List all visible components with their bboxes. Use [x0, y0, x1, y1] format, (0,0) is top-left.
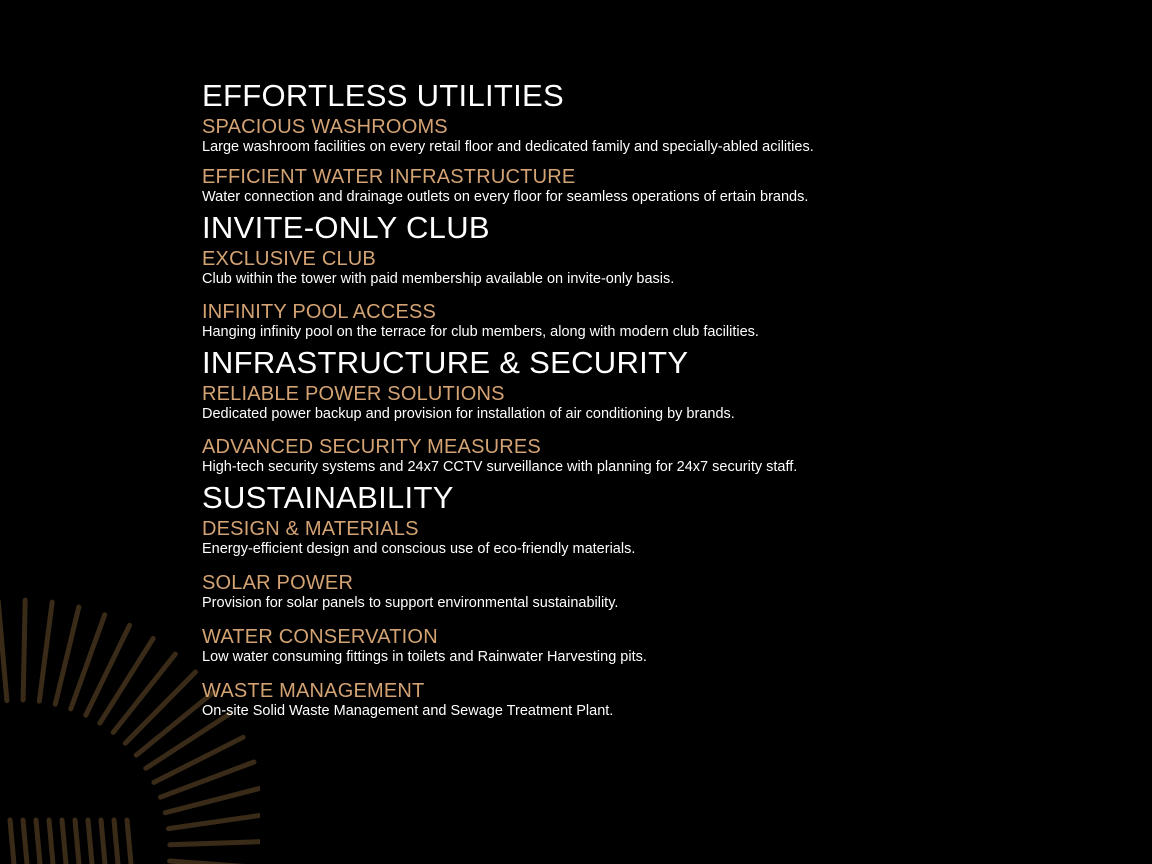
decor-stroke — [114, 820, 118, 864]
feature-item — [202, 301, 1102, 341]
feature-item — [202, 436, 1102, 476]
feature-title: EFFICIENT WATER INFRASTRUCTURE — [202, 166, 576, 188]
decor-ray — [146, 714, 230, 769]
feature-title: SOLAR POWER — [202, 572, 354, 594]
feature-title: SPACIOUS WASHROOMS — [202, 116, 448, 138]
feature-title: WATER CONSERVATION — [202, 626, 438, 648]
decor-ray — [86, 625, 130, 715]
section-title: SUSTAINABILITY — [202, 480, 454, 515]
decor-ray — [154, 737, 243, 782]
section-sustainability — [202, 480, 1102, 720]
decor-ray — [169, 814, 261, 828]
feature-item — [202, 383, 1102, 423]
decor-stroke — [36, 820, 40, 864]
decor-ray — [100, 639, 153, 724]
feature-description: On-site Solid Waste Management and Sewage Treatment Plant. — [202, 703, 614, 719]
decor-stroke — [75, 820, 79, 864]
section-invite-only-club — [202, 210, 1102, 341]
feature-item — [202, 572, 1102, 612]
decor-ray — [23, 600, 25, 700]
feature-description: Club within the tower with paid membership available on invite-only basis. — [202, 271, 675, 287]
feature-item — [202, 518, 1102, 558]
feature-title: INFINITY POOL ACCESS — [202, 301, 437, 323]
feature-item — [202, 626, 1102, 666]
decor-ray — [39, 602, 52, 701]
section-title: INFRASTRUCTURE & SECURITY — [202, 345, 689, 380]
feature-description: Water connection and drainage outlets on every floor for seamless operations of ertain brands. — [202, 189, 809, 205]
section-title: INVITE-ONLY CLUB — [202, 210, 490, 245]
feature-item — [202, 248, 1102, 288]
section-effortless-utilities — [202, 78, 1102, 206]
feature-description: Large washroom facilities on every retail floor and dedicated family and specially-abled acilities. — [202, 139, 814, 155]
decor-stroke — [23, 820, 27, 864]
feature-description: Low water consuming fittings in toilets and Rainwater Harvesting pits. — [202, 649, 647, 665]
feature-title: ADVANCED SECURITY MEASURES — [202, 436, 541, 458]
feature-item — [202, 116, 1102, 156]
feature-description: Dedicated power backup and provision for installation of air conditioning by brands. — [202, 406, 735, 422]
feature-title: DESIGN & MATERIALS — [202, 518, 419, 540]
feature-description: Hanging infinity pool on the terrace for club members, along with modern club facilities. — [202, 324, 759, 340]
decor-stroke — [127, 820, 131, 864]
decor-stroke — [10, 820, 14, 864]
feature-description: High-tech security systems and 24x7 CCTV surveillance with planning for 24x7 security staff. — [202, 459, 798, 475]
feature-title: EXCLUSIVE CLUB — [202, 248, 376, 270]
features-list — [202, 78, 1102, 720]
decor-ray — [170, 841, 260, 845]
decor-stroke — [49, 820, 53, 864]
feature-item — [202, 166, 1102, 206]
feature-title: WASTE MANAGEMENT — [202, 680, 425, 702]
decor-stroke — [88, 820, 92, 864]
decor-ray — [0, 601, 7, 701]
feature-title: RELIABLE POWER SOLUTIONS — [202, 383, 505, 405]
feature-item — [202, 680, 1102, 720]
feature-description: Provision for solar panels to support environmental sustainability. — [202, 595, 619, 611]
section-infrastructure-security — [202, 345, 1102, 476]
decor-stroke — [101, 820, 105, 864]
feature-description: Energy-efficient design and conscious use of eco-friendly materials. — [202, 541, 636, 557]
decor-stroke — [62, 820, 66, 864]
section-title: EFFORTLESS UTILITIES — [202, 78, 565, 113]
